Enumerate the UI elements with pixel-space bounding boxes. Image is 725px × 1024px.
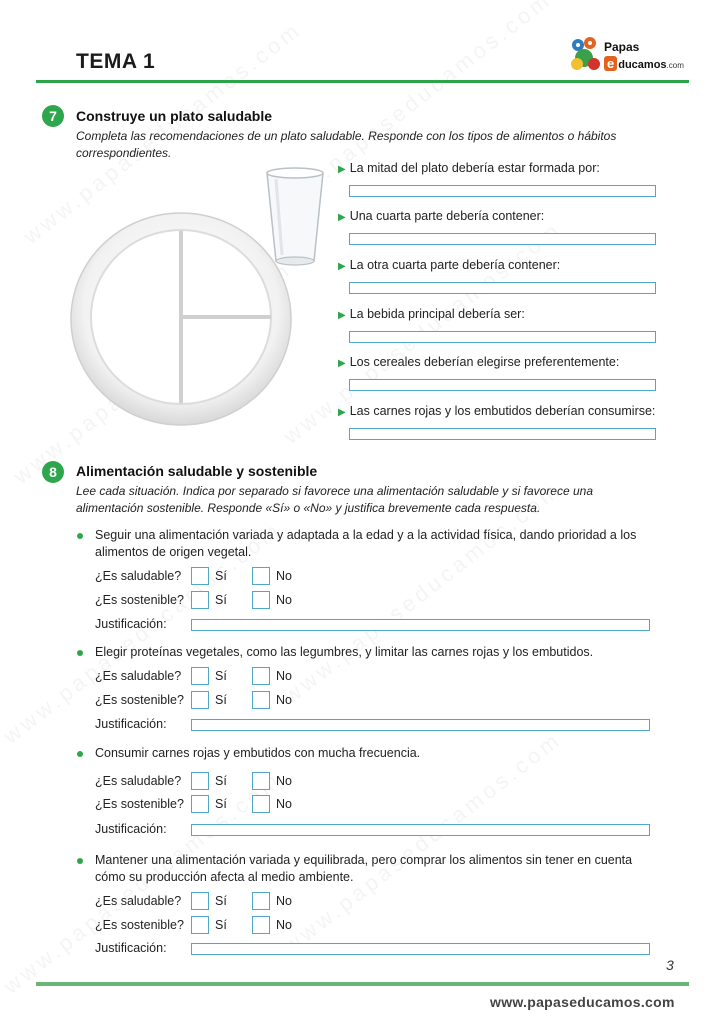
- healthy-question: ¿Es saludable?: [95, 894, 182, 908]
- healthy-no-checkbox[interactable]: [252, 567, 270, 585]
- triangle-bullet-icon: ▶: [338, 358, 346, 369]
- healthy-question: ¿Es saludable?: [95, 774, 182, 788]
- footer-url: www.papaseducamos.com: [490, 994, 675, 1010]
- yes-label: Sí: [215, 774, 227, 788]
- no-label: No: [276, 569, 292, 583]
- answer-line[interactable]: [349, 233, 656, 245]
- logo-text-ducamos: ducamos: [618, 59, 667, 71]
- page-title: TEMA 1: [76, 50, 156, 73]
- prompt-text: La bebida principal debería ser:: [349, 307, 525, 321]
- exercise-title: Construye un plato saludable: [76, 108, 273, 124]
- healthy-yes-checkbox[interactable]: [191, 772, 209, 790]
- justification-label: Justificación:: [95, 822, 167, 836]
- logo-text-com: .com: [666, 61, 684, 70]
- answer-line[interactable]: [349, 331, 656, 343]
- bullet-icon: [77, 533, 83, 539]
- situation-text: Seguir una alimentación variada y adaptada a la edad y a la actividad física, dando prioridad a los alimentos de origen vegetal.: [95, 528, 637, 559]
- sustainable-yes-checkbox[interactable]: [191, 795, 209, 813]
- justification-line[interactable]: [191, 719, 650, 731]
- exercise-instructions: Lee cada situación. Indica por separado si favorece una alimentación saludable y si favorece una alimentación sostenible. Responde «Sí» o «No» y justifica brevemente cada respuesta.: [76, 484, 593, 515]
- healthy-question: ¿Es saludable?: [95, 669, 182, 683]
- no-label: No: [276, 797, 292, 811]
- sustainable-no-checkbox[interactable]: [252, 916, 270, 934]
- justification-label: Justificación:: [95, 617, 167, 631]
- logo-text-bottom: [604, 56, 684, 71]
- prompt-text: La mitad del plato debería estar formada por:: [349, 161, 600, 175]
- sustainable-question: ¿Es sostenible?: [95, 797, 184, 811]
- triangle-bullet-icon: ▶: [338, 261, 346, 272]
- exercise-number-badge: 8: [42, 461, 64, 483]
- healthy-yes-checkbox[interactable]: [191, 567, 209, 585]
- no-label: No: [276, 693, 292, 707]
- sustainable-question: ¿Es sostenible?: [95, 918, 184, 932]
- answer-line[interactable]: [349, 379, 656, 391]
- no-label: No: [276, 894, 292, 908]
- healthy-no-checkbox[interactable]: [252, 667, 270, 685]
- justification-line[interactable]: [191, 824, 650, 836]
- healthy-yes-checkbox[interactable]: [191, 892, 209, 910]
- exercise-instructions: Completa las recomendaciones de un plato saludable. Responde con los tipos de alimentos o hábitos correspondientes.: [76, 129, 617, 160]
- answer-line[interactable]: [349, 428, 656, 440]
- justification-label: Justificación:: [95, 941, 167, 955]
- healthy-no-checkbox[interactable]: [252, 892, 270, 910]
- bullet-icon: [77, 650, 83, 656]
- sustainable-no-checkbox[interactable]: [252, 691, 270, 709]
- papaseducamos-logo: [568, 36, 693, 78]
- justification-line[interactable]: [191, 619, 650, 631]
- answer-line[interactable]: [349, 282, 656, 294]
- yes-label: Sí: [215, 894, 227, 908]
- triangle-bullet-icon: ▶: [338, 164, 346, 175]
- healthy-question: ¿Es saludable?: [95, 569, 182, 583]
- justification-line[interactable]: [191, 943, 650, 955]
- sustainable-question: ¿Es sostenible?: [95, 593, 184, 607]
- triangle-bullet-icon: ▶: [338, 407, 346, 418]
- healthy-yes-checkbox[interactable]: [191, 667, 209, 685]
- sustainable-yes-checkbox[interactable]: [191, 916, 209, 934]
- yes-label: Sí: [215, 669, 227, 683]
- yes-label: Sí: [215, 918, 227, 932]
- answer-line[interactable]: [349, 185, 656, 197]
- bullet-icon: [77, 858, 83, 864]
- prompt-row: [338, 258, 668, 272]
- triangle-bullet-icon: ▶: [338, 310, 346, 321]
- logo-text-top: Papas: [604, 40, 640, 54]
- sustainable-yes-checkbox[interactable]: [191, 691, 209, 709]
- triangle-bullet-icon: ▶: [338, 212, 346, 223]
- prompt-text: La otra cuarta parte debería contener:: [349, 258, 561, 272]
- page-number: 3: [666, 957, 674, 973]
- exercise-number-badge: 7: [42, 105, 64, 127]
- yes-label: Sí: [215, 593, 227, 607]
- no-label: No: [276, 774, 292, 788]
- situation-text: Mantener una alimentación variada y equilibrada, pero comprar los alimentos sin tener en cuenta cómo su producción afecta al medio ambiente.: [95, 853, 633, 884]
- header-divider: [36, 80, 689, 83]
- prompt-text: Los cereales deberían elegirse preferentemente:: [349, 355, 620, 369]
- sustainable-no-checkbox[interactable]: [252, 795, 270, 813]
- prompt-row: [338, 404, 668, 418]
- family-icon: [568, 36, 604, 76]
- sustainable-yes-checkbox[interactable]: [191, 591, 209, 609]
- logo-e-letter: e: [604, 56, 617, 71]
- prompt-row: [338, 209, 668, 223]
- justification-label: Justificación:: [95, 717, 167, 731]
- no-label: No: [276, 593, 292, 607]
- no-label: No: [276, 669, 292, 683]
- glass-illustration: [262, 165, 328, 267]
- situation-text: Consumir carnes rojas y embutidos con mucha frecuencia.: [95, 746, 421, 760]
- sustainable-no-checkbox[interactable]: [252, 591, 270, 609]
- prompt-row: [338, 307, 668, 321]
- situation-text: Elegir proteínas vegetales, como las legumbres, y limitar las carnes rojas y los embutidos.: [95, 645, 594, 659]
- yes-label: Sí: [215, 797, 227, 811]
- yes-label: Sí: [215, 569, 227, 583]
- healthy-no-checkbox[interactable]: [252, 772, 270, 790]
- no-label: No: [276, 918, 292, 932]
- exercise-title: Alimentación saludable y sostenible: [76, 463, 318, 479]
- prompt-row: [338, 161, 668, 175]
- prompt-text: Las carnes rojas y los embutidos deberían consumirse:: [349, 404, 656, 418]
- prompt-text: Una cuarta parte debería contener:: [349, 209, 545, 223]
- sustainable-question: ¿Es sostenible?: [95, 693, 184, 707]
- prompt-row: [338, 355, 668, 369]
- footer-divider: [36, 982, 689, 986]
- yes-label: Sí: [215, 693, 227, 707]
- bullet-icon: [77, 751, 83, 757]
